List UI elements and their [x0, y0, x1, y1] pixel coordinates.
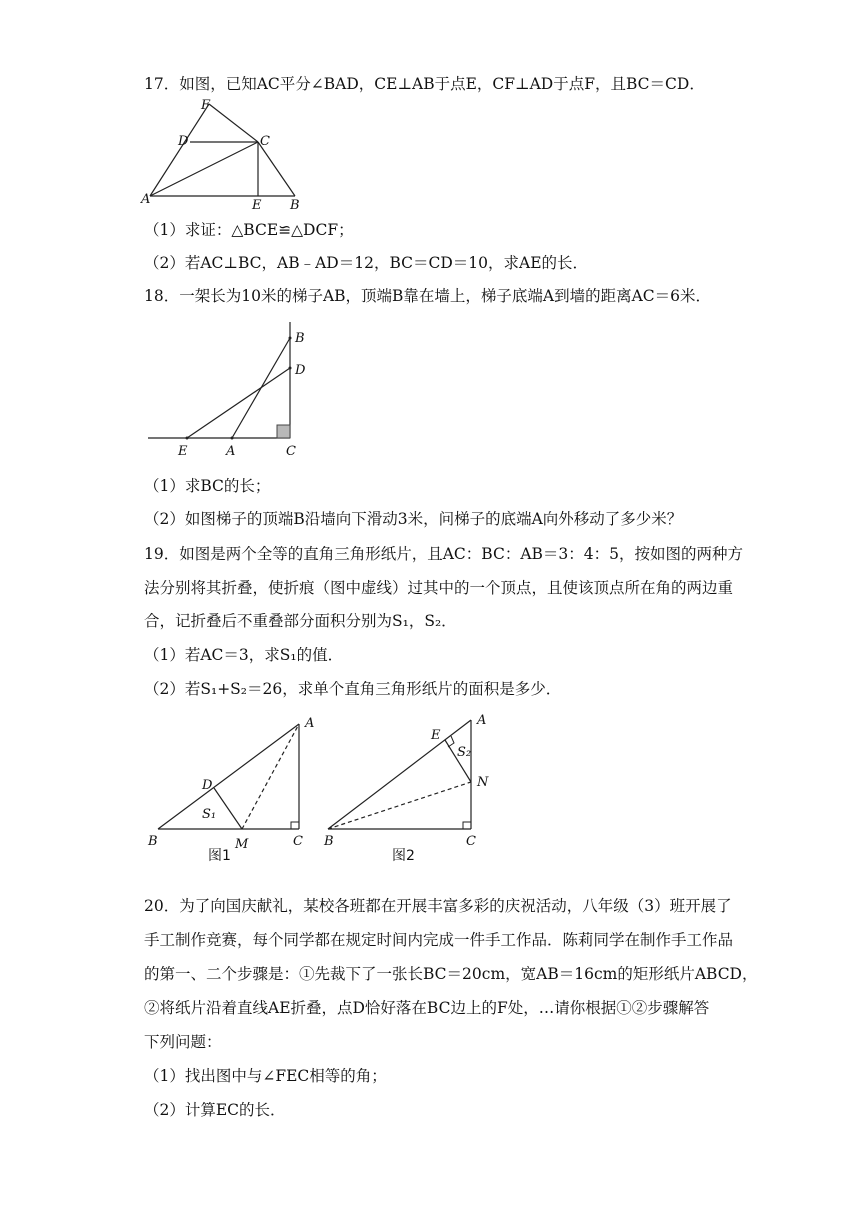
q18-part1: （1）求BC的长； [144, 477, 271, 495]
q17-label-a: A [141, 192, 151, 207]
q18-part2: （2）如图梯子的顶端B沿墙向下滑动3米，问梯子的底端A向外移动了多少米？ [144, 510, 683, 528]
q20-line5: 下列问题： [144, 1033, 222, 1051]
q17-label-e: E [252, 198, 262, 213]
q20-line1: 20．为了向国庆献礼，某校各班都在开展丰富多彩的庆祝活动，八年级（3）班开展了 [144, 897, 732, 915]
q17-label-b: B [290, 198, 300, 213]
q20-line2: 手工制作竞赛，每个同学都在规定时间内完成一件手工作品．陈莉同学在制作手工作品 [144, 931, 734, 949]
fig2-label-s2: S₂ [457, 745, 472, 760]
q18-label-b: B [295, 331, 305, 346]
q17-part1: （1）求证：△BCE≌△DCF； [144, 221, 354, 239]
q20-part2: （2）计算EC的长． [144, 1101, 286, 1119]
q17-part2: （2）若AC⊥BC，AB﹣AD＝12，BC＝CD＝10，求AE的长． [144, 254, 589, 272]
q19-part1: （1）若AC＝3，求S₁的值． [144, 646, 344, 664]
q17-label-d: D [178, 134, 189, 149]
q17-figure [140, 98, 310, 213]
q18-stem: 18．一架长为10米的梯子AB，顶端B靠在墙上，梯子底端A到墙的距离AC＝6米． [144, 287, 712, 305]
fig1-label-m: M [235, 837, 249, 852]
q19-stem-line3: 合，记折叠后不重叠部分面积分别为S₁，S₂． [144, 612, 457, 630]
fig2-label-c: C [466, 834, 476, 849]
fig1-label-b: B [148, 834, 158, 849]
q19-part2: （2）若S₁+S₂＝26，求单个直角三角形纸片的面积是多少． [144, 680, 562, 698]
q19-figure2 [320, 712, 505, 864]
fig1-label-d: D [202, 778, 213, 793]
fig2-caption: 图2 [392, 848, 415, 864]
q19-figure1 [140, 712, 315, 864]
fig2-label-e: E [431, 728, 441, 743]
q17-label-f: F [201, 98, 211, 113]
fig1-label-a: A [305, 716, 315, 731]
q20-part1: （1）找出图中与∠FEC相等的角； [144, 1067, 387, 1085]
q18-label-c: C [286, 444, 296, 459]
q17-stem: 17．如图，已知AC平分∠BAD，CE⊥AB于点E，CF⊥AD于点F，且BC＝CD． [144, 75, 705, 93]
fig2-label-n: N [477, 775, 489, 790]
fig1-caption: 图1 [208, 848, 231, 864]
q17-label-c: C [260, 134, 270, 149]
q18-label-d: D [295, 363, 306, 378]
fig2-label-a: A [477, 713, 487, 728]
q20-line4: ②将纸片沿着直线AE折叠，点D恰好落在BC边上的F处，…请你根据①②步骤解答 [144, 999, 710, 1017]
fig2-label-b: B [324, 834, 334, 849]
q18-label-a: A [226, 444, 236, 459]
q20-line3: 的第一、二个步骤是：①先裁下了一张长BC＝20cm，宽AB＝16cm的矩形纸片ABCD， [144, 965, 758, 983]
q19-stem-line1: 19．如图是两个全等的直角三角形纸片，且AC：BC：AB＝3：4：5，按如图的两种方 [144, 545, 743, 563]
fig1-label-s1: S₁ [202, 807, 217, 822]
q18-label-e: E [178, 444, 188, 459]
q19-stem-line2: 法分别将其折叠，使折痕（图中虚线）过其中的一个顶点，且使该顶点所在角的两边重 [144, 579, 734, 597]
fig1-label-c: C [293, 834, 303, 849]
q18-figure [140, 318, 330, 463]
